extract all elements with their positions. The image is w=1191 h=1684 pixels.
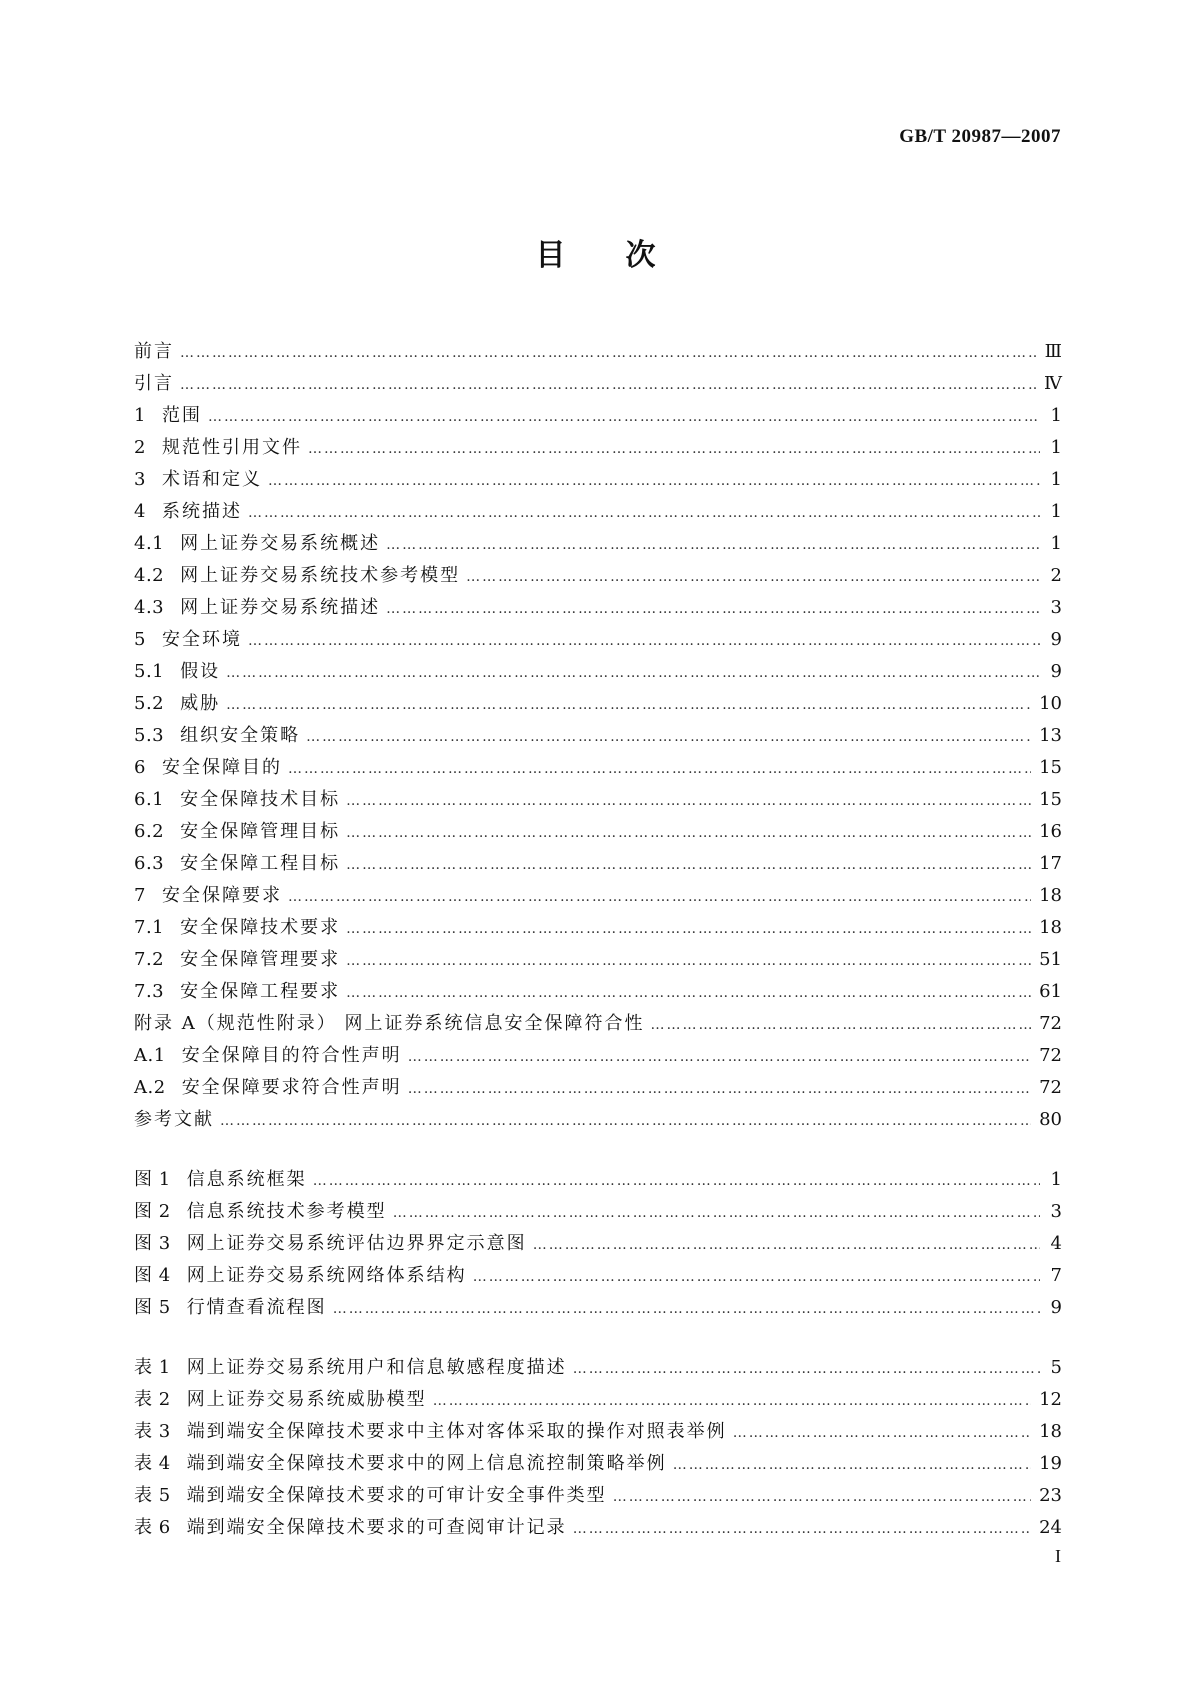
toc-entry-page: 51: [1039, 949, 1062, 970]
dot-leader: [346, 785, 1031, 817]
toc-table-entry[interactable]: [134, 1416, 1062, 1448]
toc-entry-page: Ⅲ: [1044, 341, 1062, 362]
toc-figure-entry[interactable]: [134, 1228, 1062, 1260]
toc-entry-label: [134, 720, 306, 752]
dot-leader: [673, 1449, 1031, 1481]
toc-entry-title: 安全保障管理要求: [180, 949, 341, 970]
toc-section-entry[interactable]: [134, 784, 1062, 816]
toc-entry-number: 5: [134, 629, 146, 650]
toc-sections: [134, 336, 1062, 1136]
toc-entry-label: [134, 560, 466, 592]
toc-entry-page: 1: [1050, 533, 1062, 554]
toc-entry-title: 网上证券交易系统用户和信息敏感程度描述: [186, 1357, 567, 1378]
toc-entry-number: 表 6: [134, 1517, 171, 1538]
toc-section-entry[interactable]: [134, 1040, 1062, 1072]
toc-entry-title: 信息系统技术参考模型: [186, 1201, 387, 1222]
dot-leader: [180, 369, 1036, 401]
toc-entry-number: 4.3: [134, 597, 165, 618]
toc-entry-title: 端到端安全保障技术要求中主体对客体采取的操作对照表举例: [186, 1421, 727, 1442]
dot-leader: [288, 881, 1031, 913]
toc-entry-title: 术语和定义: [161, 469, 262, 490]
toc-entry-number: 图 1: [134, 1169, 171, 1190]
toc-entry-number: 1: [134, 405, 146, 426]
toc-figure-entry[interactable]: [134, 1196, 1062, 1228]
dot-leader: [408, 1041, 1031, 1073]
toc-entry-number: 3: [134, 469, 146, 490]
dot-leader: [268, 465, 1040, 497]
toc-entry-page: 7: [1050, 1265, 1062, 1286]
toc-entry-title: 安全保障要求: [161, 885, 282, 906]
toc-entry-page: 1: [1050, 405, 1062, 426]
dot-leader: [650, 1009, 1031, 1041]
toc-entry-number: 4.1: [134, 533, 165, 554]
toc-entry-title: 安全保障管理目标: [180, 821, 341, 842]
toc-entry-title: 组织安全策略: [180, 725, 301, 746]
dot-leader: [346, 913, 1031, 945]
toc-entry-page: 18: [1039, 885, 1062, 906]
toc-entry-title: 安全环境: [161, 629, 242, 650]
toc-entry-number: 6: [134, 757, 146, 778]
toc-entry-page: 3: [1050, 597, 1062, 618]
toc-entry-label: [134, 1104, 220, 1136]
toc-entry-label: [134, 752, 288, 784]
toc-entry-label: [134, 1228, 533, 1260]
toc-entry-title: 端到端安全保障技术要求的可审计安全事件类型: [186, 1485, 607, 1506]
toc-entry-number: 6.2: [134, 821, 165, 842]
toc-tables: [134, 1352, 1062, 1544]
dot-leader: [333, 1293, 1040, 1325]
toc-section-entry[interactable]: [134, 1072, 1062, 1104]
toc-entry-title: 规范性引用文件: [161, 437, 302, 458]
toc-entry-title: 安全保障目的符合性声明: [181, 1045, 402, 1066]
dot-leader: [573, 1513, 1031, 1545]
toc-entry-label: [134, 784, 346, 816]
toc-entry-title: 网上证券交易系统威胁模型: [186, 1389, 427, 1410]
toc-entry-number: 表 3: [134, 1421, 171, 1442]
toc-entry-label: [134, 1448, 673, 1480]
toc-entry-label: [134, 368, 180, 400]
toc-entry-page: 5: [1050, 1357, 1062, 1378]
toc-section-entry[interactable]: [134, 816, 1062, 848]
toc-section-entry[interactable]: [134, 944, 1062, 976]
toc-entry-number: 6.1: [134, 789, 165, 810]
toc-entry-title: 安全保障工程要求: [180, 981, 341, 1002]
toc-entry-number: 图 5: [134, 1297, 171, 1318]
toc-entry-number: A.1: [134, 1045, 166, 1066]
toc-entry-title: 安全保障目的: [161, 757, 282, 778]
toc-figure-entry[interactable]: [134, 1164, 1062, 1196]
toc-entry-label: [134, 688, 226, 720]
dot-leader: [573, 1353, 1040, 1385]
dot-leader: [248, 625, 1040, 657]
toc-figure-entry[interactable]: [134, 1292, 1062, 1324]
toc-entry-page: 18: [1039, 917, 1062, 938]
toc-entry-page: 72: [1039, 1013, 1062, 1034]
toc-table-entry[interactable]: [134, 1352, 1062, 1384]
toc-entry-label: [134, 528, 386, 560]
toc-entry-page: Ⅳ: [1044, 373, 1062, 394]
toc-entry-label: [134, 1512, 573, 1544]
toc-entry-page: 13: [1039, 725, 1062, 746]
toc-entry-label: [134, 1352, 573, 1384]
toc-entry-number: 7.2: [134, 949, 165, 970]
toc-entry-page: 80: [1039, 1109, 1062, 1130]
toc-entry-number: 表 2: [134, 1389, 171, 1410]
toc-entry-page: 72: [1039, 1045, 1062, 1066]
toc-entry-label: [134, 880, 288, 912]
toc-entry-number: 2: [134, 437, 146, 458]
toc-entry-page: 23: [1039, 1485, 1062, 1506]
dot-leader: [386, 529, 1040, 561]
toc-section-entry[interactable]: [134, 1104, 1062, 1136]
page-number: I: [1055, 1546, 1061, 1566]
toc-entry-label: [134, 816, 346, 848]
toc-entry-title: 行情查看流程图: [186, 1297, 327, 1318]
toc-entry-label: [134, 1196, 393, 1228]
toc-entry-label: [134, 1008, 650, 1040]
toc-entry-label: [134, 1416, 733, 1448]
toc-entry-title: 信息系统框架: [186, 1169, 307, 1190]
toc-entry-label: [134, 592, 386, 624]
toc-entry-label: [134, 1384, 433, 1416]
dot-leader: [220, 1105, 1031, 1137]
toc-entry-title: 网上证券交易系统描述: [180, 597, 381, 618]
toc-section-entry[interactable]: [134, 592, 1062, 624]
dot-leader: [226, 689, 1031, 721]
toc-section-entry[interactable]: [134, 688, 1062, 720]
dot-leader: [288, 753, 1031, 785]
toc-entry-number: 图 2: [134, 1201, 171, 1222]
toc-entry-title: 网上证券交易系统技术参考模型: [180, 565, 461, 586]
toc-section-entry[interactable]: [134, 720, 1062, 752]
toc-entry-label: [134, 1260, 473, 1292]
toc-entry-page: 17: [1039, 853, 1062, 874]
toc-entry-label: [134, 400, 208, 432]
toc-entry-number: 图 4: [134, 1265, 171, 1286]
toc-section-entry[interactable]: [134, 368, 1062, 400]
toc-table-entry[interactable]: [134, 1512, 1062, 1544]
toc-entry-number: 表 5: [134, 1485, 171, 1506]
toc-entry-number: 7.1: [134, 917, 165, 938]
toc-entry-label: [134, 496, 248, 528]
toc-entry-title: 前言: [134, 341, 174, 362]
toc-entry-page: 4: [1050, 1233, 1062, 1254]
toc-entry-page: 9: [1050, 629, 1062, 650]
toc-figures: [134, 1164, 1062, 1324]
dot-leader: [466, 561, 1040, 593]
dot-leader: [346, 849, 1031, 881]
toc-section-entry[interactable]: [134, 1008, 1062, 1040]
toc-table-entry[interactable]: [134, 1384, 1062, 1416]
toc-entry-page: 2: [1050, 565, 1062, 586]
toc-entry-number: 6.3: [134, 853, 165, 874]
dot-leader: [346, 977, 1031, 1009]
toc-entry-title: 附录 A（规范性附录） 网上证券系统信息安全保障符合性: [134, 1013, 645, 1034]
toc-section-entry[interactable]: [134, 496, 1062, 528]
toc-entry-title: 安全保障技术目标: [180, 789, 341, 810]
toc-entry-label: [134, 1292, 333, 1324]
page-title: 目次: [535, 238, 716, 273]
toc-entry-page: 12: [1039, 1389, 1062, 1410]
toc-entry-number: 表 4: [134, 1453, 171, 1474]
toc-entry-title: 系统描述: [161, 501, 242, 522]
toc-entry-number: 4.2: [134, 565, 165, 586]
dot-leader: [473, 1261, 1040, 1293]
toc-entry-number: A.2: [134, 1077, 166, 1098]
toc-entry-number: 图 3: [134, 1233, 171, 1254]
dot-leader: [408, 1073, 1031, 1105]
toc-entry-label: [134, 1480, 613, 1512]
toc-entry-number: 5.2: [134, 693, 165, 714]
toc-entry-title: 范围: [161, 405, 202, 426]
toc-entry-label: [134, 656, 226, 688]
toc-entry-page: 1: [1050, 469, 1062, 490]
toc-entry-title: 假设: [180, 661, 221, 682]
dot-leader: [248, 497, 1040, 529]
toc-entry-page: 61: [1039, 981, 1062, 1002]
toc-entry-title: 安全保障要求符合性声明: [181, 1077, 402, 1098]
toc-entry-number: 表 1: [134, 1357, 171, 1378]
toc-entry-label: [134, 336, 180, 368]
toc-entry-page: 10: [1039, 693, 1062, 714]
toc-entry-number: 5.3: [134, 725, 165, 746]
toc-section-entry[interactable]: [134, 752, 1062, 784]
toc-entry-label: [134, 1040, 408, 1072]
toc-section-entry[interactable]: [134, 528, 1062, 560]
toc-entry-label: [134, 912, 346, 944]
dot-leader: [208, 401, 1040, 433]
toc-entry-number: 7: [134, 885, 146, 906]
toc-section-entry[interactable]: [134, 976, 1062, 1008]
dot-leader: [346, 817, 1031, 849]
toc-entry-page: 16: [1039, 821, 1062, 842]
dot-leader: [533, 1229, 1040, 1261]
toc-entry-title: 网上证券交易系统概述: [180, 533, 381, 554]
toc-table-entry[interactable]: [134, 1448, 1062, 1480]
toc-section-entry[interactable]: [134, 464, 1062, 496]
dot-leader: [346, 945, 1031, 977]
toc-entry-page: 15: [1039, 789, 1062, 810]
toc-entry-label: [134, 432, 308, 464]
toc-entry-title: 网上证券交易系统评估边界界定示意图: [186, 1233, 527, 1254]
dot-leader: [226, 657, 1040, 689]
toc-entry-title: 端到端安全保障技术要求的可查阅审计记录: [186, 1517, 567, 1538]
toc-entry-page: 19: [1039, 1453, 1062, 1474]
toc-section-entry[interactable]: [134, 336, 1062, 368]
toc-entry-title: 引言: [134, 373, 174, 394]
toc-entry-page: 1: [1050, 437, 1062, 458]
standard-code: GB/T 20987—2007: [899, 126, 1061, 147]
toc-table-entry[interactable]: [134, 1480, 1062, 1512]
toc-entry-number: 4: [134, 501, 146, 522]
dot-leader: [733, 1417, 1031, 1449]
toc-section-entry[interactable]: [134, 912, 1062, 944]
toc-entry-page: 18: [1039, 1421, 1062, 1442]
toc-entry-label: [134, 848, 346, 880]
toc-entry-label: [134, 976, 346, 1008]
dot-leader: [308, 433, 1040, 465]
toc-entry-label: [134, 464, 268, 496]
dot-leader: [433, 1385, 1031, 1417]
toc-entry-title: 参考文献: [134, 1109, 214, 1130]
toc-entry-title: 威胁: [180, 693, 221, 714]
toc-entry-title: 安全保障技术要求: [180, 917, 341, 938]
toc-entry-label: [134, 1072, 408, 1104]
toc-entry-label: [134, 944, 346, 976]
dot-leader: [313, 1165, 1040, 1197]
toc-section-entry[interactable]: [134, 848, 1062, 880]
toc-entry-page: 1: [1050, 1169, 1062, 1190]
toc-entry-label: [134, 1164, 313, 1196]
toc-section-entry[interactable]: [134, 624, 1062, 656]
toc-entry-page: 3: [1050, 1201, 1062, 1222]
dot-leader: [180, 337, 1037, 369]
dot-leader: [393, 1197, 1040, 1229]
toc-entry-page: 9: [1050, 661, 1062, 682]
toc-entry-number: 5.1: [134, 661, 165, 682]
toc-figure-entry[interactable]: [134, 1260, 1062, 1292]
toc-section-entry[interactable]: [134, 880, 1062, 912]
toc-section-entry[interactable]: [134, 656, 1062, 688]
toc-entry-label: [134, 624, 248, 656]
toc-entry-title: 网上证券交易系统网络体系结构: [186, 1265, 467, 1286]
toc-section-entry[interactable]: [134, 400, 1062, 432]
dot-leader: [306, 721, 1031, 753]
dot-leader: [386, 593, 1040, 625]
toc-entry-page: 72: [1039, 1077, 1062, 1098]
toc-section-entry[interactable]: [134, 432, 1062, 464]
toc-entry-title: 安全保障工程目标: [180, 853, 341, 874]
toc-entry-page: 24: [1039, 1517, 1062, 1538]
toc-section-entry[interactable]: [134, 560, 1062, 592]
table-of-contents: [134, 336, 1062, 1572]
dot-leader: [613, 1481, 1031, 1513]
toc-entry-number: 7.3: [134, 981, 165, 1002]
toc-entry-page: 15: [1039, 757, 1062, 778]
toc-entry-page: 9: [1050, 1297, 1062, 1318]
toc-entry-page: 1: [1050, 501, 1062, 522]
toc-entry-title: 端到端安全保障技术要求中的网上信息流控制策略举例: [186, 1453, 667, 1474]
